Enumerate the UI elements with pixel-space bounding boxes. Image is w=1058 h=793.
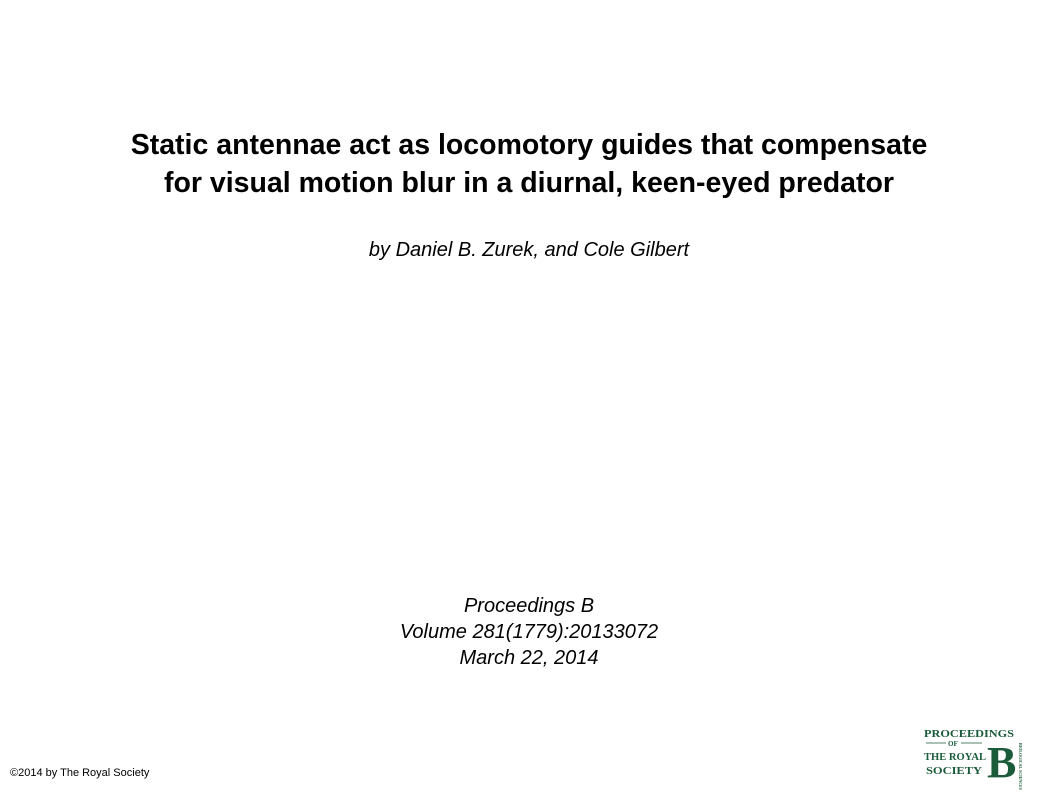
logo-royal-text: THE ROYAL (924, 752, 986, 763)
journal-name: Proceedings B (463, 595, 595, 617)
volume-info: Volume 281(1779):20133072 (399, 621, 659, 643)
publication-date: March 22, 2014 (459, 647, 599, 669)
copyright-notice: ©2014 by The Royal Society (10, 767, 150, 779)
proceedings-b-logo (924, 727, 1023, 791)
logo-proceedings-text: PROCEEDINGS (924, 729, 1015, 740)
authors: by Daniel B. Zurek, and Cole Gilbert (368, 239, 690, 261)
title-line-1: Static antennae act as locomotory guides that compensate (130, 129, 928, 161)
slide-title (0, 126, 1058, 202)
logo-side-text: BIOLOGICAL SCIENCES (1018, 743, 1023, 791)
logo-society-text: SOCIETY (926, 766, 983, 777)
citation (0, 593, 1058, 671)
title-line-2: for visual motion blur in a diurnal, keen-eyed predator (163, 167, 895, 199)
logo-of-text: OF (948, 740, 958, 748)
logo-b-letter: B (987, 738, 1017, 787)
